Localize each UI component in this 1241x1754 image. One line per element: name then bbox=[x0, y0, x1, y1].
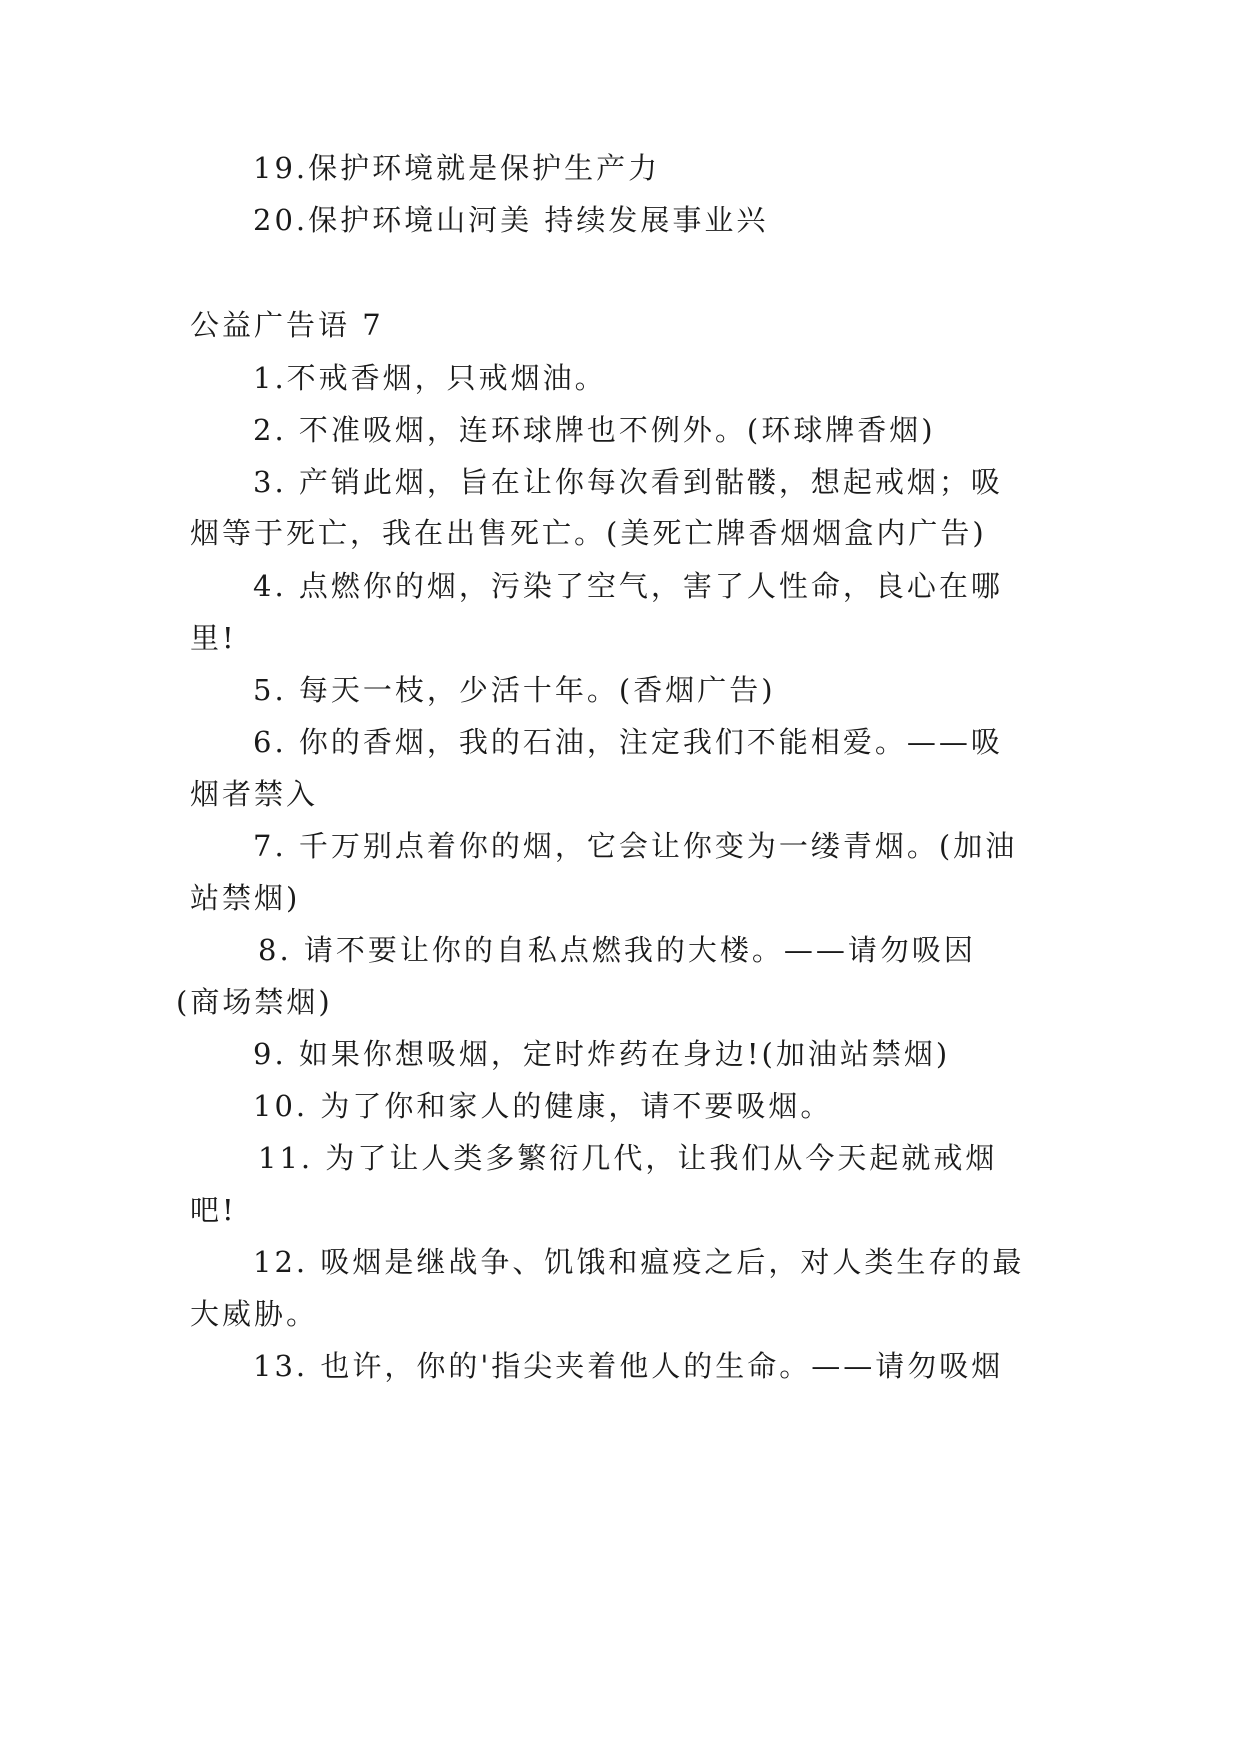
list-item-19: 19.保护环境就是保护生产力 bbox=[253, 151, 661, 185]
slogan-12-line-2: 大威胁。 bbox=[190, 1297, 319, 1331]
slogan-4-line-1: 4. 点燃你的烟，污染了空气，害了人性命，良心在哪 bbox=[253, 569, 1003, 603]
list-item-20: 20.保护环境山河美 持续发展事业兴 bbox=[253, 203, 769, 237]
slogan-2: 2. 不准吸烟，连环球牌也不例外。(环球牌香烟) bbox=[253, 413, 936, 447]
slogan-7-line-1: 7. 千万别点着你的烟，它会让你变为一缕青烟。(加油 bbox=[253, 829, 1018, 863]
section-title: 公益广告语 7 bbox=[190, 308, 384, 342]
slogan-6-line-2: 烟者禁入 bbox=[190, 777, 319, 811]
slogan-3-line-1: 3. 产销此烟，旨在让你每次看到骷髅，想起戒烟；吸 bbox=[253, 465, 1003, 499]
slogan-13: 13. 也许，你的'指尖夹着他人的生命。——请勿吸烟 bbox=[253, 1349, 1004, 1383]
slogan-11-line-2: 吧! bbox=[190, 1193, 237, 1227]
slogan-12-line-1: 12. 吸烟是继战争、饥饿和瘟疫之后，对人类生存的最 bbox=[253, 1245, 1025, 1279]
slogan-3-line-2: 烟等于死亡，我在出售死亡。(美死亡牌香烟烟盒内广告) bbox=[190, 516, 987, 550]
slogan-8-line-1: 8. 请不要让你的自私点燃我的大楼。——请勿吸因 bbox=[258, 933, 976, 967]
slogan-11-line-1: 11. 为了让人类多繁衍几代，让我们从今天起就戒烟 bbox=[258, 1141, 998, 1175]
slogan-8-line-2: (商场禁烟) bbox=[176, 985, 333, 1019]
slogan-7-line-2: 站禁烟) bbox=[190, 881, 301, 915]
slogan-10: 10. 为了你和家人的健康，请不要吸烟。 bbox=[253, 1089, 833, 1123]
slogan-6-line-1: 6. 你的香烟，我的石油，注定我们不能相爱。——吸 bbox=[253, 725, 1003, 759]
slogan-1: 1.不戒香烟，只戒烟油。 bbox=[253, 361, 607, 395]
slogan-4-line-2: 里! bbox=[190, 621, 237, 655]
slogan-5: 5. 每天一枝，少活十年。(香烟广告) bbox=[253, 673, 776, 707]
slogan-9: 9. 如果你想吸烟，定时炸药在身边!(加油站禁烟) bbox=[253, 1037, 951, 1071]
